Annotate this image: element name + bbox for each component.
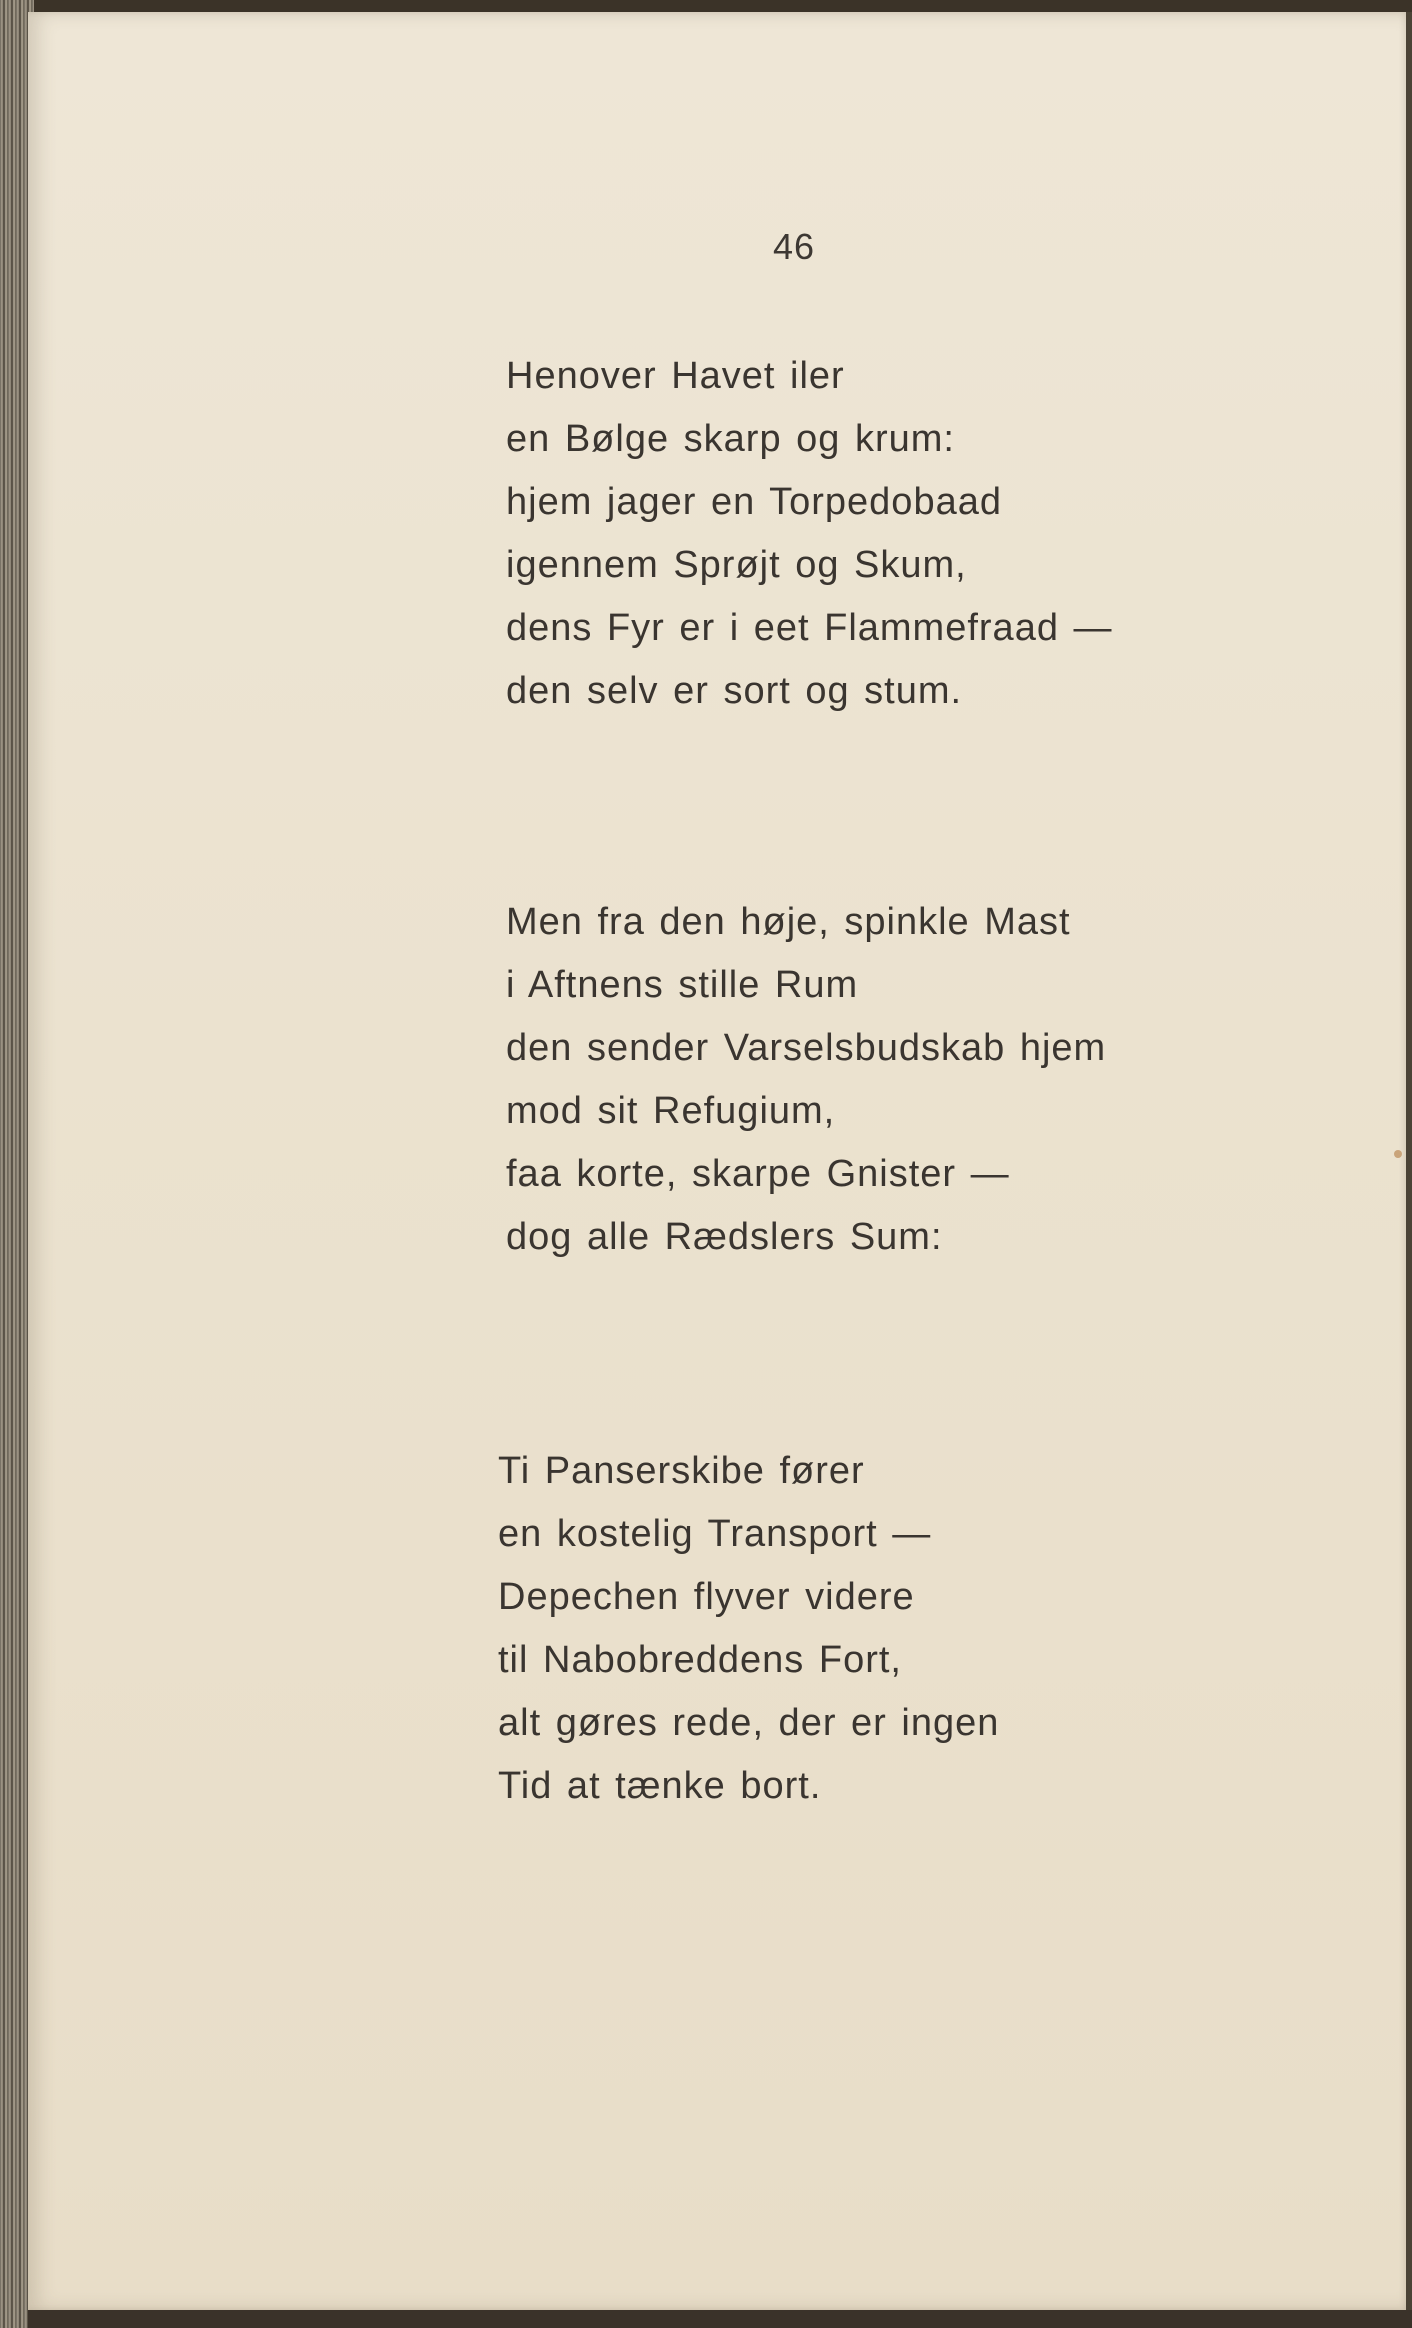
poem-line: alt gøres rede, der er ingen	[498, 1702, 1000, 1744]
paper-speck	[1394, 1150, 1402, 1158]
poem-line: en kostelig Transport —	[498, 1513, 932, 1555]
poem-line: Depechen flyver videre	[498, 1576, 915, 1618]
poem-line: Tid at tænke bort.	[498, 1765, 822, 1807]
stanza-2	[506, 891, 1106, 1269]
stanza-3	[498, 1440, 999, 1818]
poem-line: Ti Panserskibe fører	[498, 1450, 865, 1492]
poem-line: igennem Sprøjt og Skum,	[506, 544, 967, 586]
poem-line: dens Fyr er i eet Flammefraad —	[506, 607, 1113, 649]
poem-line: hjem jager en Torpedobaad	[506, 481, 1002, 523]
poem-line: den sender Varselsbudskab hjem	[506, 1027, 1107, 1069]
poem-line: i Aftnens stille Rum	[506, 964, 859, 1006]
poem-line: den selv er sort og stum.	[506, 670, 963, 712]
poem-line: faa korte, skarpe Gnister —	[506, 1153, 1010, 1195]
poem-line: til Nabobreddens Fort,	[498, 1639, 902, 1681]
poem-line: mod sit Refugium,	[506, 1090, 836, 1132]
poem-line: dog alle Rædslers Sum:	[506, 1216, 943, 1258]
page-edge-bottom	[28, 2310, 1412, 2328]
stanza-1	[506, 345, 1113, 723]
poem-line: en Bølge skarp og krum:	[506, 418, 955, 460]
page-edge-right	[1406, 12, 1412, 2310]
poem-line: Men fra den høje, spinkle Mast	[506, 901, 1071, 943]
page-number: 46	[773, 226, 816, 267]
poem-line: Henover Havet iler	[506, 355, 845, 397]
